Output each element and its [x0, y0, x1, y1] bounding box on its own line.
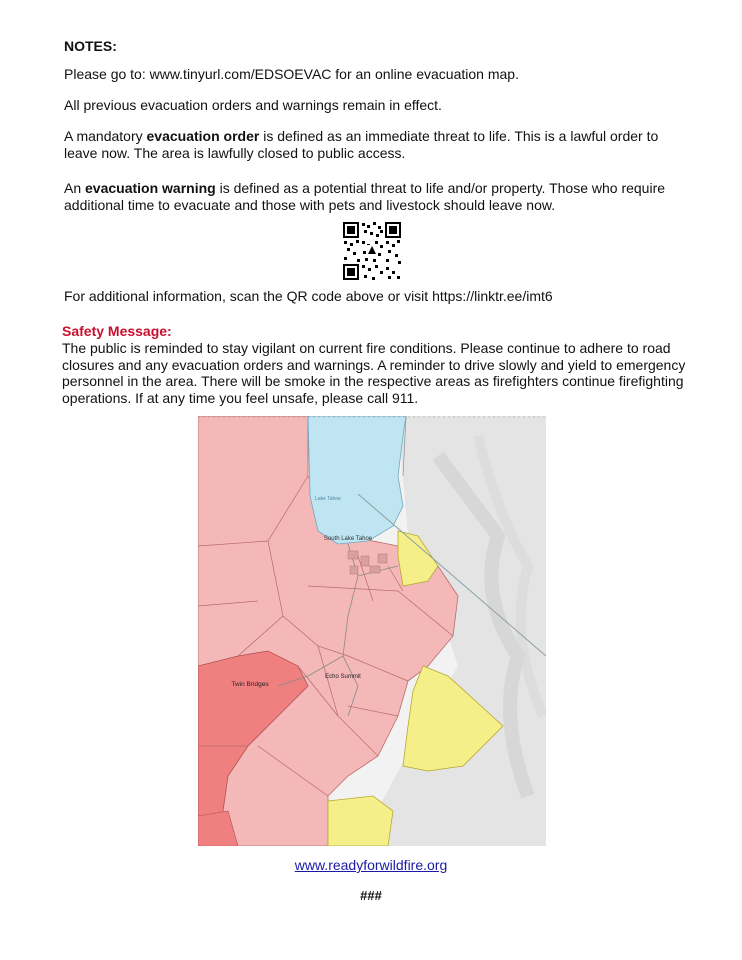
evacuation-zone-map[interactable] [198, 416, 546, 846]
warning-text-after: is defined as a potential threat to life and/or property. Those who require additional time to evacuate and those with pets and livestock should leave now. [64, 180, 666, 213]
warning-text-before: An [64, 180, 86, 196]
qr-caption: For additional information, scan the QR code above or visit https://linktr.ee/imt6 [64, 288, 553, 304]
notes-heading: NOTES: [64, 38, 117, 54]
map-echo-summit-label: Echo Summit [325, 674, 361, 680]
evacuation-warning-definition [64, 180, 694, 214]
lake [308, 416, 406, 544]
map-twin-bridges-label: Twin Bridges [231, 681, 269, 688]
map-lake-label: Lake Tahoe [315, 496, 341, 502]
evac-map-paragraph: Please go to: www.tinyurl.com/EDSOEVAC for an online evacuation map. [64, 66, 519, 82]
order-text-after: is defined as an immediate threat to life. This is a lawful order to leave now. The area is lawfully closed to public access. [64, 128, 659, 161]
readyforwildfire-link[interactable]: www.readyforwildfire.org [294, 857, 448, 873]
warning-term: evacuation warning [85, 180, 216, 196]
map-city-label: South Lake Tahoe [323, 536, 373, 542]
order-text-before: A mandatory [64, 128, 147, 144]
safety-message-body: The public is reminded to stay vigilant on current fire conditions. Please continue to adhere to road closures and any evacuation orders and warnings. A reminder to drive slowly and yield to emergency personnel in the area. There will be smoke in the respective areas as firefighters continue firefighting operations. If at any time you feel unsafe, please call 911. [62, 340, 686, 406]
end-mark: ### [360, 888, 382, 903]
previous-orders-paragraph: All previous evacuation orders and warnings remain in effect. [64, 97, 442, 113]
evacuation-warning-zone [328, 796, 393, 846]
qr-code[interactable] [342, 221, 402, 281]
order-term: evacuation order [146, 128, 260, 144]
evacuation-order-definition [64, 128, 694, 162]
safety-message-title: Safety Message: [62, 323, 172, 339]
